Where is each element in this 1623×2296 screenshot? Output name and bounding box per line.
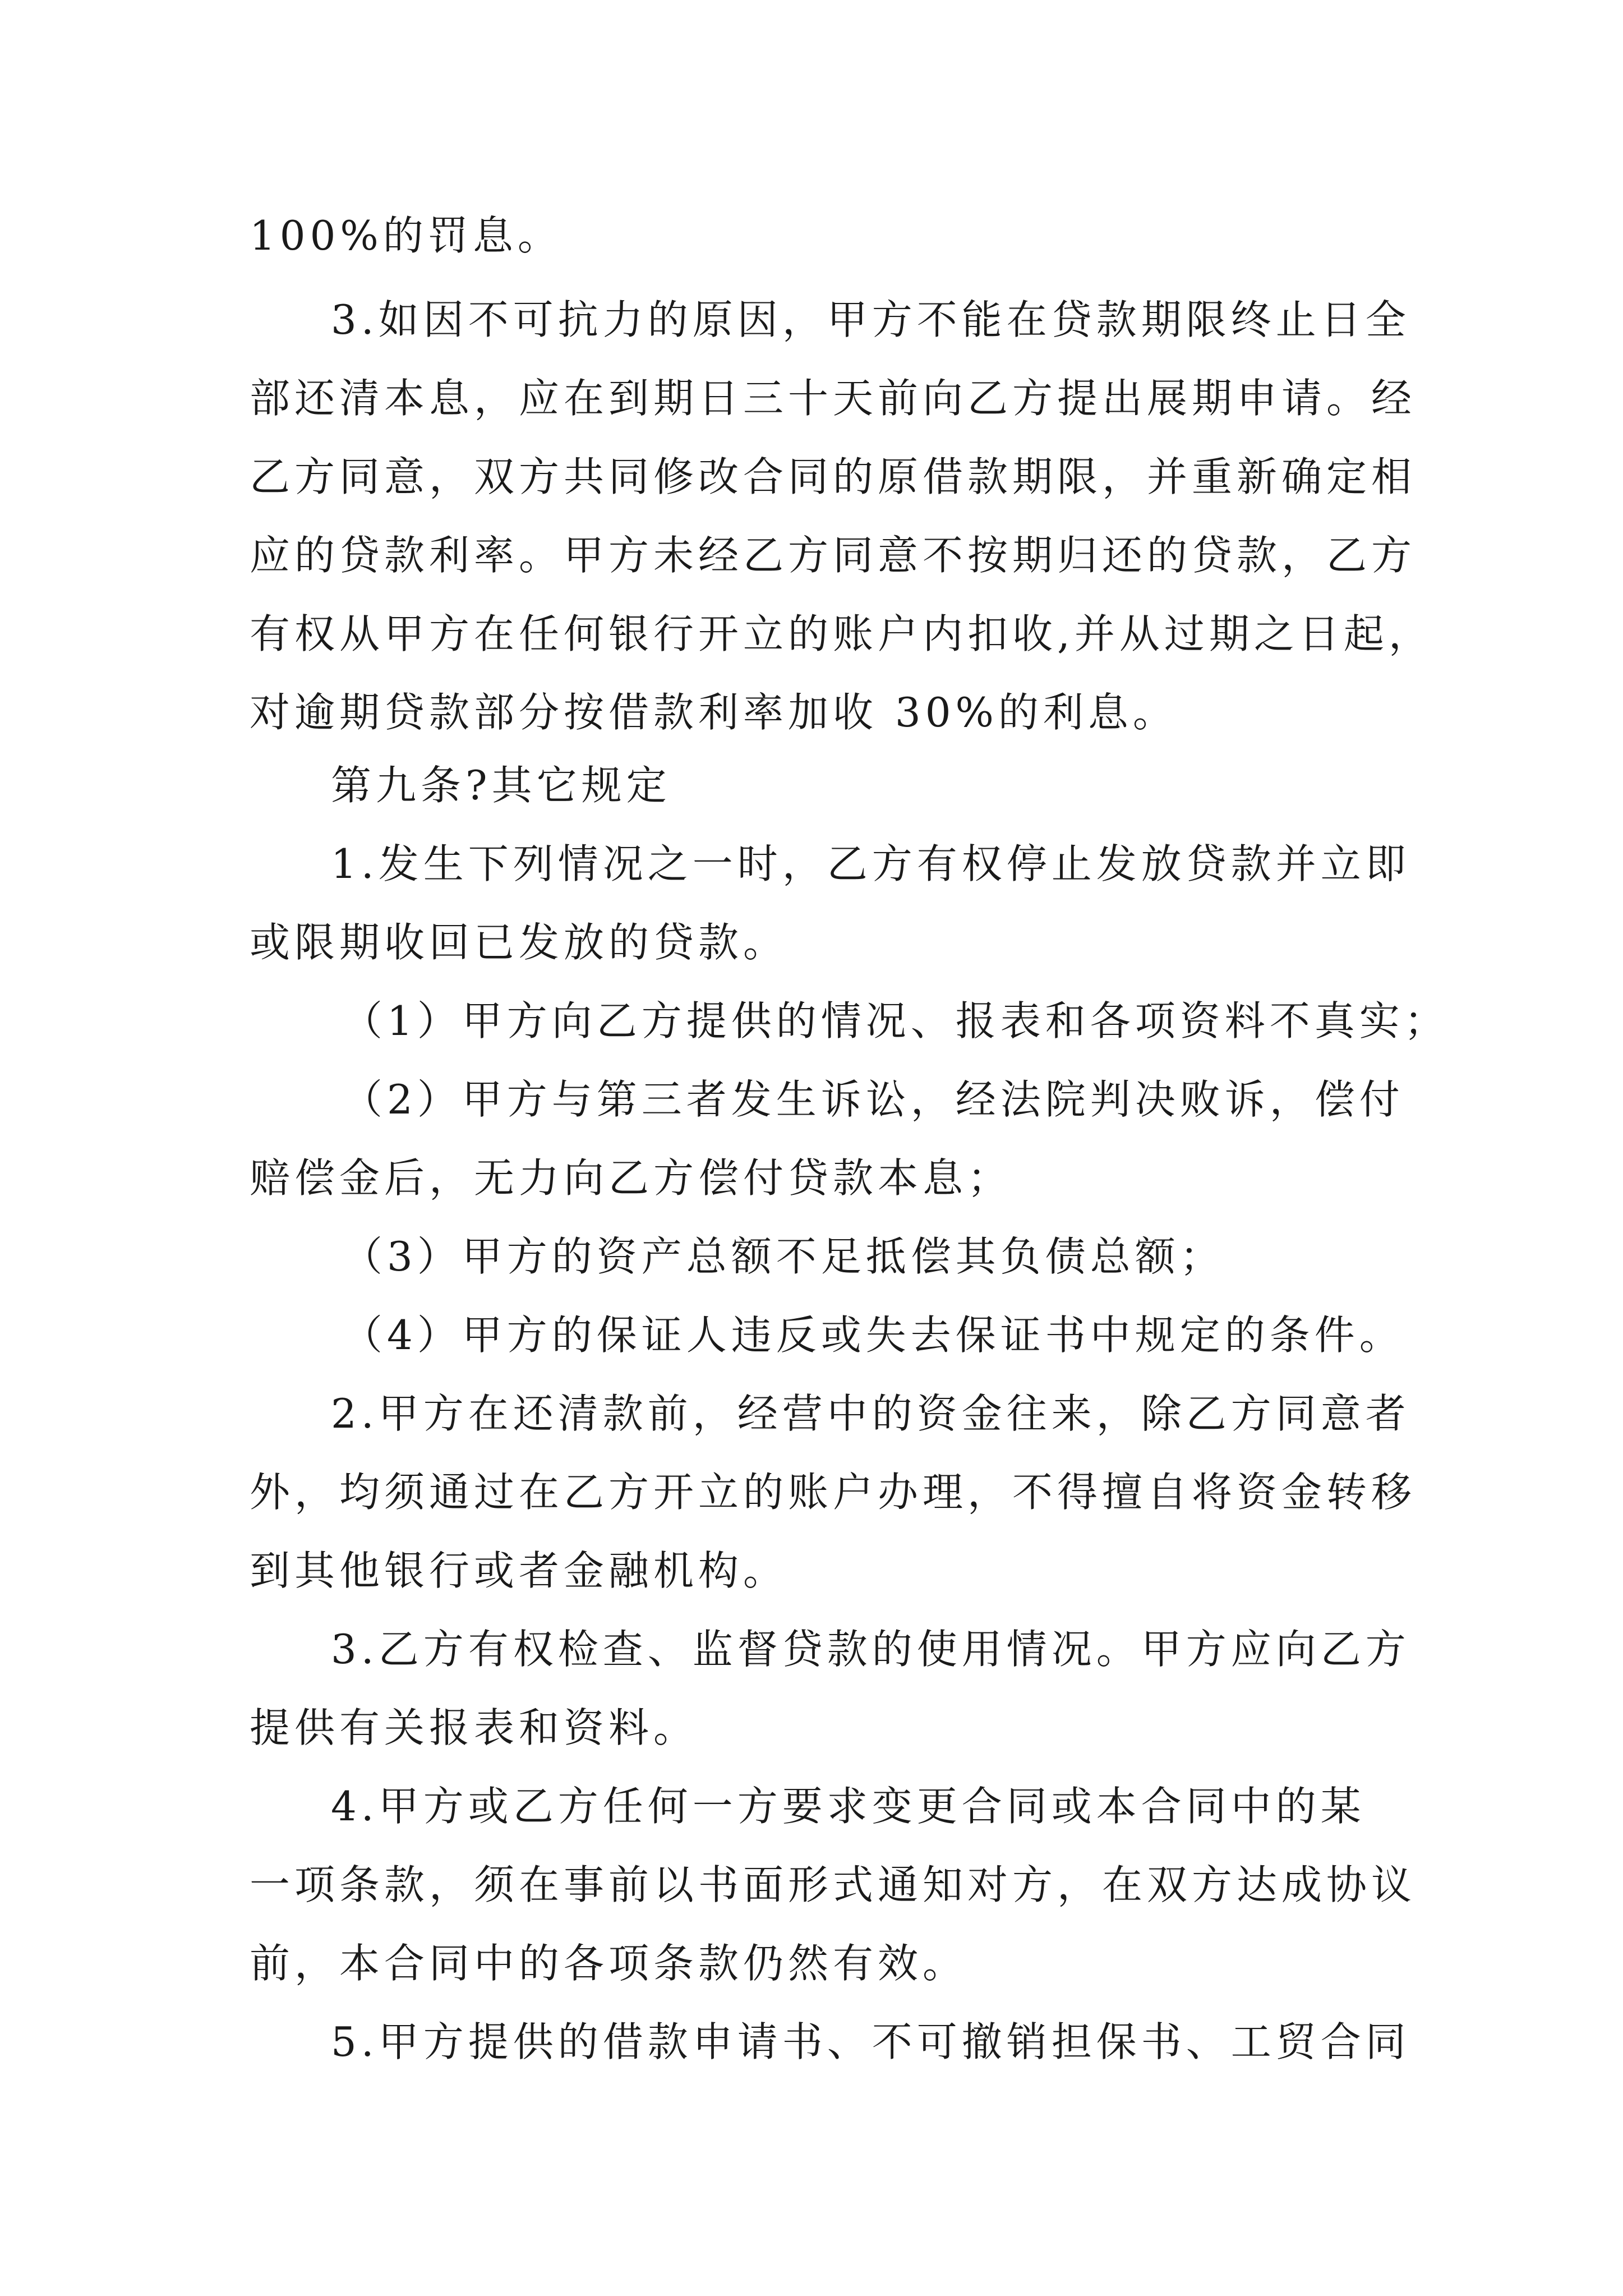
text-line: 1.发生下列情况之一时，乙方有权停止发放贷款并立即 bbox=[331, 840, 1410, 887]
text-line: 一项条款，须在事前以书面形式通知对方，在双方达成协议 bbox=[250, 1861, 1417, 1908]
text-line: 前，本合同中的各项条款仍然有效。 bbox=[250, 1940, 968, 1987]
text-line: 有权从甲方在任何银行开立的账户内扣收,并从过期之日起， bbox=[250, 610, 1433, 657]
text-line: 应的贷款利率。甲方未经乙方同意不按期归还的贷款，乙方 bbox=[250, 532, 1417, 579]
text-line: 100%的罚息。 bbox=[250, 212, 562, 259]
text-line: （4）甲方的保证人违反或失去保证书中规定的条件。 bbox=[342, 1312, 1404, 1359]
text-line: 2.甲方在还清款前，经营中的资金往来，除乙方同意者 bbox=[331, 1390, 1410, 1437]
text-line: 4.甲方或乙方任何一方要求变更合同或本合同中的某 bbox=[331, 1783, 1366, 1830]
text-line: 乙方同意，双方共同修改合同的原借款期限，并重新确定相 bbox=[250, 453, 1417, 500]
text-line: 3.乙方有权检查、监督贷款的使用情况。甲方应向乙方 bbox=[331, 1626, 1410, 1673]
text-line: （1）甲方向乙方提供的情况、报表和各项资料不真实； bbox=[342, 997, 1449, 1045]
text-line: 到其他银行或者金融机构。 bbox=[250, 1547, 789, 1594]
text-line: 部还清本息，应在到期日三十天前向乙方提出展期申请。经 bbox=[250, 375, 1417, 422]
text-line: 3.如因不可抗力的原因，甲方不能在贷款期限终止日全 bbox=[331, 296, 1410, 343]
text-line: （2）甲方与第三者发生诉讼，经法院判决败诉，偿付 bbox=[342, 1076, 1404, 1123]
text-line: 赔偿金后，无力向乙方偿付贷款本息； bbox=[250, 1154, 1013, 1202]
text-line: （3）甲方的资产总额不足抵偿其负债总额； bbox=[342, 1233, 1225, 1280]
text-line: 或限期收回已发放的贷款。 bbox=[250, 919, 789, 966]
text-line: 5.甲方提供的借款申请书、不可撤销担保书、工贸合同 bbox=[331, 2018, 1410, 2065]
section-heading: 第九条?其它规定 bbox=[331, 762, 671, 809]
text-line: 外，均须通过在乙方开立的账户办理，不得擅自将资金转移 bbox=[250, 1469, 1417, 1516]
text-line: 对逾期贷款部分按借款利率加收 30%的利息。 bbox=[250, 689, 1178, 736]
text-line: 提供有关报表和资料。 bbox=[250, 1704, 699, 1751]
